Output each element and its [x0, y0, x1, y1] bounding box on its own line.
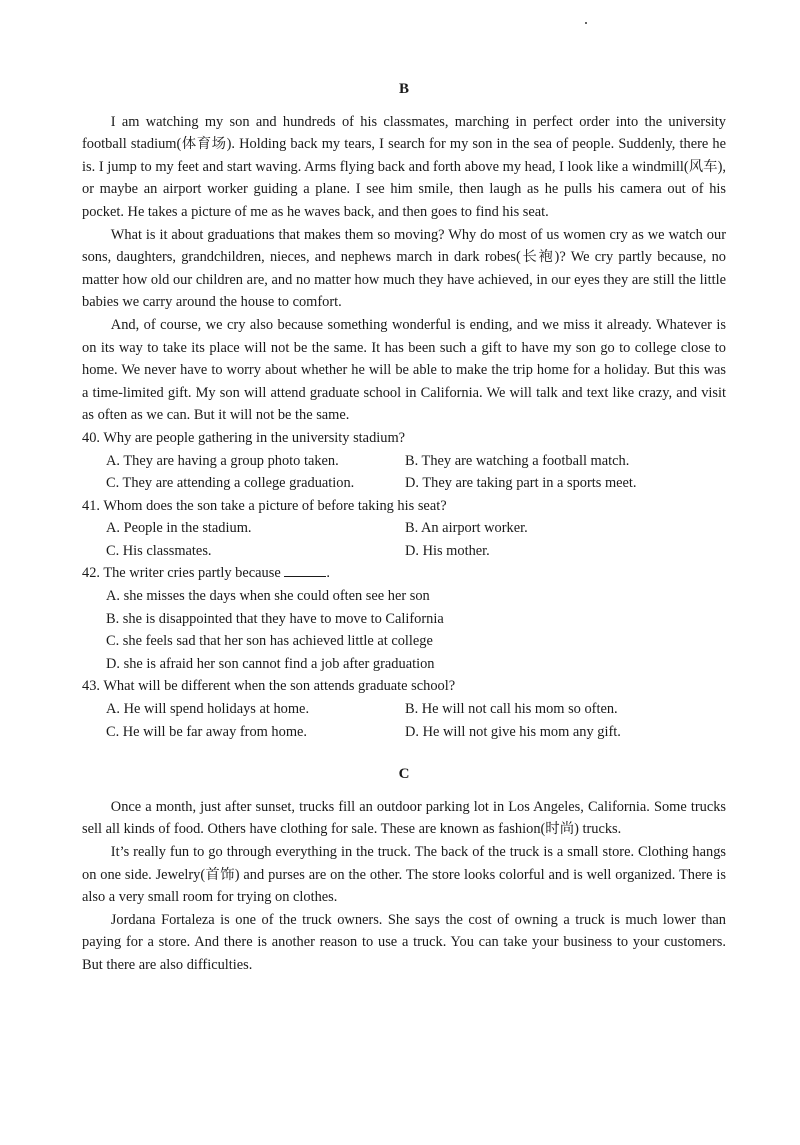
section-c-paragraph-1: Once a month, just after sunset, trucks fill an outdoor parking lot in Los Angeles, California. Some trucks sell all kinds of food. Others have clothing for sale. These are known as fashion(时尚) trucks. — [82, 798, 726, 838]
option-c: C. They are attending a college graduation. — [106, 475, 355, 492]
option-a: A. People in the stadium. — [106, 520, 252, 537]
option-d: D. They are taking part in a sports meet. — [405, 475, 637, 492]
option-c: C. she feels sad that her son has achieved little at college — [106, 633, 433, 650]
section-b-paragraph-1: I am watching my son and hundreds of his classmates, marching in perfect order into the university football stadium(体育场). Holding back my tears, I search for my son in the sea of people. Suddenly, there he is. I jump to my feet and start waving. Arms flying back and forth above my head, I look like a windmill(风车), or maybe an airport worker guiding a plane. I see him smile, then laugh as he pulls his camera out of his pocket. He takes a picture of me as he waves back, and then goes to find his seat. — [82, 113, 726, 220]
option-a: A. she misses the days when she could often see her son — [106, 588, 430, 605]
section-b-paragraph-2: What is it about graduations that makes them so moving? Why do most of us women cry as we watch our sons, daughters, grandchildren, nieces, and nephews march in dark robes(长袍)? We cry partly because, no matter how old our children are, and no matter how much they have achieved, in our eyes they are still the little babies we carry around the house to comfort. — [82, 226, 726, 311]
option-a: A. He will spend holidays at home. — [106, 701, 310, 718]
question-stem-text: 42. The writer cries partly because — [82, 565, 281, 582]
section-c-paragraph-2: It’s really fun to go through everything in the truck. The back of the truck is a small store. Clothing hangs on one side. Jewelry(首饰) and purses are on the other. The store looks colorful and is well organized. There is also a very small room for trying on clothes. — [82, 844, 726, 906]
page-dot — [585, 22, 587, 24]
question-stem-end: . — [326, 565, 330, 582]
question-41 — [82, 495, 726, 563]
options-grid — [82, 517, 726, 562]
question-42 — [82, 562, 726, 675]
option-c: C. He will be far away from home. — [106, 723, 308, 740]
option-c: C. His classmates. — [106, 542, 212, 559]
option-b: B. An airport worker. — [405, 520, 528, 537]
options-grid — [82, 698, 726, 743]
section-b-paragraph-3: And, of course, we cry also because something wonderful is ending, and we miss it already. Whatever is on its way to take its place will not be the same. It has been such a gift to have my son go to college close to home. We never have to worry about whether he will be able to make the trip home for a holiday. But this was a time-limited gift. My son will attend graduate school in California. We will talk and text like crazy, and visit as often as we can. But it will not be the same. — [82, 316, 726, 424]
exam-page — [82, 72, 726, 977]
option-b: B. He will not call his mom so often. — [405, 701, 618, 718]
options-list — [82, 585, 726, 675]
section-c-paragraph-3: Jordana Fortaleza is one of the truck owners. She says the cost of owning a truck is much lower than paying for a store. And there is another reason to use a truck. You can take your business to your customers. But there are also difficulties. — [82, 911, 726, 973]
option-d: D. He will not give his mom any gift. — [405, 723, 621, 740]
question-stem: 43. What will be different when the son attends graduate school? — [82, 678, 456, 695]
question-43 — [82, 675, 726, 743]
answer-blank — [284, 562, 326, 577]
section-c-heading: C — [398, 766, 410, 783]
option-d: D. she is afraid her son cannot find a job after graduation — [106, 655, 435, 672]
question-stem — [82, 562, 726, 585]
option-b: B. she is disappointed that they have to move to California — [106, 610, 444, 627]
question-stem: 40. Why are people gathering in the university stadium? — [82, 429, 406, 446]
option-b: B. They are watching a football match. — [405, 452, 630, 469]
question-40 — [82, 427, 726, 495]
option-a: A. They are having a group photo taken. — [106, 452, 339, 469]
option-d: D. His mother. — [405, 542, 490, 559]
section-b-heading: B — [398, 81, 409, 97]
options-grid — [82, 450, 726, 495]
question-stem: 41. Whom does the son take a picture of before taking his seat? — [82, 497, 447, 514]
